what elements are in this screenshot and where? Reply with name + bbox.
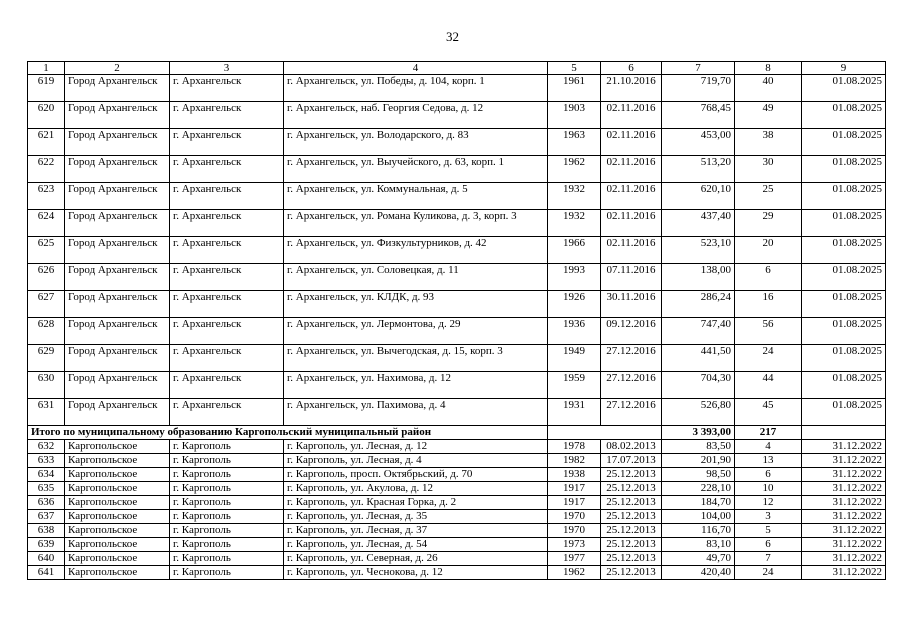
table-row xyxy=(28,210,886,237)
year-built-cell: 1917 xyxy=(548,496,601,510)
area-cell: 201,90 xyxy=(662,454,735,468)
address-cell: г. Архангельск, ул. Соловецкая, д. 11 xyxy=(284,264,548,291)
municipality-cell: Каргопольское xyxy=(65,482,170,496)
row-number-cell: 620 xyxy=(28,102,65,129)
address-cell: г. Архангельск, ул. Пахимова, д. 4 xyxy=(284,399,548,426)
emergency-date-cell: 02.11.2016 xyxy=(601,156,662,183)
row-number-cell: 624 xyxy=(28,210,65,237)
deadline-cell: 01.08.2025 xyxy=(802,318,886,345)
settlement-cell: г. Каргополь xyxy=(170,468,284,482)
area-cell: 104,00 xyxy=(662,510,735,524)
deadline-cell: 01.08.2025 xyxy=(802,183,886,210)
row-number-cell: 629 xyxy=(28,345,65,372)
row-number-cell: 625 xyxy=(28,237,65,264)
address-cell: г. Каргополь, ул. Лесная, д. 54 xyxy=(284,538,548,552)
area-cell: 228,10 xyxy=(662,482,735,496)
settlement-cell: г. Каргополь xyxy=(170,538,284,552)
emergency-date-cell: 25.12.2013 xyxy=(601,482,662,496)
row-number-cell: 628 xyxy=(28,318,65,345)
residents-cell: 6 xyxy=(735,264,802,291)
table-body xyxy=(28,62,886,580)
municipality-cell: Город Архангельск xyxy=(65,318,170,345)
year-built-cell: 1932 xyxy=(548,183,601,210)
municipality-cell: Каргопольское xyxy=(65,440,170,454)
deadline-cell: 01.08.2025 xyxy=(802,291,886,318)
emergency-date-cell: 27.12.2016 xyxy=(601,399,662,426)
residents-cell: 16 xyxy=(735,291,802,318)
year-built-cell: 1959 xyxy=(548,372,601,399)
table-row xyxy=(28,75,886,102)
emergency-date-cell: 09.12.2016 xyxy=(601,318,662,345)
emergency-date-cell: 02.11.2016 xyxy=(601,210,662,237)
deadline-cell: 01.08.2025 xyxy=(802,399,886,426)
settlement-cell: г. Архангельск xyxy=(170,129,284,156)
row-number-cell: 635 xyxy=(28,482,65,496)
settlement-cell: г. Архангельск xyxy=(170,75,284,102)
emergency-date-cell: 02.11.2016 xyxy=(601,102,662,129)
municipality-cell: Город Архангельск xyxy=(65,129,170,156)
settlement-cell: г. Каргополь xyxy=(170,552,284,566)
table-row xyxy=(28,538,886,552)
row-number-cell: 634 xyxy=(28,468,65,482)
deadline-cell: 01.08.2025 xyxy=(802,156,886,183)
emergency-date-cell: 08.02.2013 xyxy=(601,440,662,454)
deadline-cell: 31.12.2022 xyxy=(802,552,886,566)
year-built-cell: 1973 xyxy=(548,538,601,552)
municipality-cell: Город Архангельск xyxy=(65,156,170,183)
settlement-cell: г. Архангельск xyxy=(170,318,284,345)
residents-cell: 4 xyxy=(735,440,802,454)
area-cell: 453,00 xyxy=(662,129,735,156)
housing-register-table xyxy=(27,61,886,580)
table-row xyxy=(28,468,886,482)
municipality-cell: Каргопольское xyxy=(65,552,170,566)
deadline-cell: 01.08.2025 xyxy=(802,210,886,237)
residents-cell: 20 xyxy=(735,237,802,264)
residents-cell: 30 xyxy=(735,156,802,183)
total-label: Итого по муниципальному образованию Каргопольский муниципальный район xyxy=(28,426,548,440)
table-row xyxy=(28,510,886,524)
municipality-cell: Город Архангельск xyxy=(65,291,170,318)
residents-cell: 13 xyxy=(735,454,802,468)
municipality-cell: Город Архангельск xyxy=(65,75,170,102)
address-cell: г. Архангельск, ул. Физкультурников, д. 42 xyxy=(284,237,548,264)
deadline-cell: 01.08.2025 xyxy=(802,237,886,264)
deadline-cell: 31.12.2022 xyxy=(802,440,886,454)
residents-cell: 6 xyxy=(735,468,802,482)
deadline-cell: 01.08.2025 xyxy=(802,75,886,102)
emergency-date-cell: 17.07.2013 xyxy=(601,454,662,468)
table-row xyxy=(28,524,886,538)
residents-cell: 5 xyxy=(735,524,802,538)
column-number: 4 xyxy=(284,62,548,75)
address-cell: г. Каргополь, ул. Лесная, д. 4 xyxy=(284,454,548,468)
column-number: 6 xyxy=(601,62,662,75)
settlement-cell: г. Архангельск xyxy=(170,399,284,426)
area-cell: 49,70 xyxy=(662,552,735,566)
emergency-date-cell: 27.12.2016 xyxy=(601,372,662,399)
page-number: 32 xyxy=(446,29,459,44)
settlement-cell: г. Архангельск xyxy=(170,156,284,183)
total-area: 3 393,00 xyxy=(662,426,735,440)
settlement-cell: г. Архангельск xyxy=(170,264,284,291)
year-built-cell: 1966 xyxy=(548,237,601,264)
settlement-cell: г. Каргополь xyxy=(170,454,284,468)
row-number-cell: 632 xyxy=(28,440,65,454)
address-cell: г. Архангельск, наб. Георгия Седова, д. 12 xyxy=(284,102,548,129)
year-built-cell: 1977 xyxy=(548,552,601,566)
year-built-cell: 1993 xyxy=(548,264,601,291)
area-cell: 747,40 xyxy=(662,318,735,345)
row-number-cell: 637 xyxy=(28,510,65,524)
settlement-cell: г. Каргополь xyxy=(170,482,284,496)
deadline-cell: 31.12.2022 xyxy=(802,566,886,580)
settlement-cell: г. Каргополь xyxy=(170,524,284,538)
year-built-cell: 1949 xyxy=(548,345,601,372)
table-row xyxy=(28,345,886,372)
address-cell: г. Архангельск, ул. Романа Куликова, д. 3, корп. 3 xyxy=(284,210,548,237)
address-cell: г. Архангельск, ул. Вычегодская, д. 15, корп. 3 xyxy=(284,345,548,372)
table-row xyxy=(28,440,886,454)
table-row xyxy=(28,102,886,129)
area-cell: 286,24 xyxy=(662,291,735,318)
table-row xyxy=(28,482,886,496)
table-row xyxy=(28,318,886,345)
year-built-cell: 1970 xyxy=(548,510,601,524)
emergency-date-cell: 25.12.2013 xyxy=(601,566,662,580)
year-built-cell: 1903 xyxy=(548,102,601,129)
table-row xyxy=(28,237,886,264)
residents-cell: 45 xyxy=(735,399,802,426)
total-residents: 217 xyxy=(735,426,802,440)
emergency-date-cell: 25.12.2013 xyxy=(601,538,662,552)
deadline-cell: 31.12.2022 xyxy=(802,454,886,468)
settlement-cell: г. Каргополь xyxy=(170,510,284,524)
row-number-cell: 631 xyxy=(28,399,65,426)
deadline-cell: 31.12.2022 xyxy=(802,510,886,524)
table-row xyxy=(28,156,886,183)
row-number-cell: 626 xyxy=(28,264,65,291)
address-cell: г. Каргополь, ул. Лесная, д. 12 xyxy=(284,440,548,454)
column-number: 9 xyxy=(802,62,886,75)
residents-cell: 44 xyxy=(735,372,802,399)
address-cell: г. Каргополь, ул. Чеснокова, д. 12 xyxy=(284,566,548,580)
column-number: 1 xyxy=(28,62,65,75)
address-cell: г. Архангельск, ул. Победы, д. 104, корп. 1 xyxy=(284,75,548,102)
residents-cell: 38 xyxy=(735,129,802,156)
table-row xyxy=(28,291,886,318)
row-number-cell: 630 xyxy=(28,372,65,399)
column-number: 5 xyxy=(548,62,601,75)
deadline-cell: 31.12.2022 xyxy=(802,496,886,510)
deadline-cell: 01.08.2025 xyxy=(802,264,886,291)
row-number-cell: 638 xyxy=(28,524,65,538)
table-row xyxy=(28,552,886,566)
settlement-cell: г. Архангельск xyxy=(170,183,284,210)
year-built-cell: 1917 xyxy=(548,482,601,496)
table-row xyxy=(28,399,886,426)
emergency-date-cell: 25.12.2013 xyxy=(601,510,662,524)
address-cell: г. Каргополь, ул. Красная Горка, д. 2 xyxy=(284,496,548,510)
area-cell: 83,50 xyxy=(662,440,735,454)
year-built-cell: 1936 xyxy=(548,318,601,345)
municipality-cell: Город Архангельск xyxy=(65,237,170,264)
residents-cell: 24 xyxy=(735,345,802,372)
municipality-cell: Город Архангельск xyxy=(65,372,170,399)
municipality-cell: Каргопольское xyxy=(65,538,170,552)
area-cell: 526,80 xyxy=(662,399,735,426)
area-cell: 116,70 xyxy=(662,524,735,538)
column-number: 8 xyxy=(735,62,802,75)
emergency-date-cell: 30.11.2016 xyxy=(601,291,662,318)
deadline-cell: 31.12.2022 xyxy=(802,538,886,552)
municipality-cell: Каргопольское xyxy=(65,496,170,510)
emergency-date-cell: 27.12.2016 xyxy=(601,345,662,372)
emergency-date-cell: 02.11.2016 xyxy=(601,183,662,210)
row-number-cell: 641 xyxy=(28,566,65,580)
address-cell: г. Каргополь, ул. Лесная, д. 37 xyxy=(284,524,548,538)
row-number-cell: 639 xyxy=(28,538,65,552)
municipality-cell: Каргопольское xyxy=(65,524,170,538)
area-cell: 719,70 xyxy=(662,75,735,102)
municipality-cell: Город Архангельск xyxy=(65,210,170,237)
municipality-cell: Город Архангельск xyxy=(65,183,170,210)
deadline-cell: 31.12.2022 xyxy=(802,524,886,538)
address-cell: г. Архангельск, ул. Коммунальная, д. 5 xyxy=(284,183,548,210)
municipality-cell: Город Архангельск xyxy=(65,102,170,129)
area-cell: 420,40 xyxy=(662,566,735,580)
area-cell: 768,45 xyxy=(662,102,735,129)
settlement-cell: г. Архангельск xyxy=(170,291,284,318)
residents-cell: 12 xyxy=(735,496,802,510)
deadline-cell: 01.08.2025 xyxy=(802,372,886,399)
settlement-cell: г. Архангельск xyxy=(170,345,284,372)
table-row xyxy=(28,496,886,510)
row-number-cell: 622 xyxy=(28,156,65,183)
row-number-cell: 640 xyxy=(28,552,65,566)
column-number: 7 xyxy=(662,62,735,75)
address-cell: г. Архангельск, ул. Володарского, д. 83 xyxy=(284,129,548,156)
year-built-cell: 1926 xyxy=(548,291,601,318)
year-built-cell: 1932 xyxy=(548,210,601,237)
address-cell: г. Архангельск, ул. КЛДК, д. 93 xyxy=(284,291,548,318)
table-row xyxy=(28,454,886,468)
area-cell: 441,50 xyxy=(662,345,735,372)
emergency-date-cell: 25.12.2013 xyxy=(601,552,662,566)
municipality-cell: Каргопольское xyxy=(65,566,170,580)
municipality-cell: Каргопольское xyxy=(65,510,170,524)
residents-cell: 24 xyxy=(735,566,802,580)
column-number: 3 xyxy=(170,62,284,75)
address-cell: г. Архангельск, ул. Нахимова, д. 12 xyxy=(284,372,548,399)
residents-cell: 6 xyxy=(735,538,802,552)
year-built-cell: 1961 xyxy=(548,75,601,102)
address-cell: г. Каргополь, ул. Лесная, д. 35 xyxy=(284,510,548,524)
residents-cell: 56 xyxy=(735,318,802,345)
year-built-cell: 1938 xyxy=(548,468,601,482)
emergency-date-cell: 25.12.2013 xyxy=(601,524,662,538)
area-cell: 513,20 xyxy=(662,156,735,183)
table-row xyxy=(28,183,886,210)
table-row xyxy=(28,129,886,156)
deadline-cell: 31.12.2022 xyxy=(802,482,886,496)
total-empty-cell xyxy=(802,426,886,440)
row-number-cell: 627 xyxy=(28,291,65,318)
residents-cell: 25 xyxy=(735,183,802,210)
municipality-cell: Город Архангельск xyxy=(65,264,170,291)
table-row xyxy=(28,372,886,399)
municipality-cell: Каргопольское xyxy=(65,468,170,482)
residents-cell: 40 xyxy=(735,75,802,102)
area-cell: 437,40 xyxy=(662,210,735,237)
row-number-cell: 621 xyxy=(28,129,65,156)
settlement-cell: г. Архангельск xyxy=(170,210,284,237)
area-cell: 523,10 xyxy=(662,237,735,264)
area-cell: 138,00 xyxy=(662,264,735,291)
address-cell: г. Каргополь, ул. Акулова, д. 12 xyxy=(284,482,548,496)
residents-cell: 3 xyxy=(735,510,802,524)
municipality-cell: Каргопольское xyxy=(65,454,170,468)
residents-cell: 49 xyxy=(735,102,802,129)
deadline-cell: 01.08.2025 xyxy=(802,345,886,372)
emergency-date-cell: 21.10.2016 xyxy=(601,75,662,102)
area-cell: 184,70 xyxy=(662,496,735,510)
table-row xyxy=(28,566,886,580)
deadline-cell: 01.08.2025 xyxy=(802,129,886,156)
row-number-cell: 623 xyxy=(28,183,65,210)
row-number-cell: 636 xyxy=(28,496,65,510)
settlement-cell: г. Каргополь xyxy=(170,440,284,454)
emergency-date-cell: 07.11.2016 xyxy=(601,264,662,291)
row-number-cell: 633 xyxy=(28,454,65,468)
year-built-cell: 1982 xyxy=(548,454,601,468)
settlement-cell: г. Каргополь xyxy=(170,496,284,510)
year-built-cell: 1963 xyxy=(548,129,601,156)
municipality-cell: Город Архангельск xyxy=(65,399,170,426)
emergency-date-cell: 25.12.2013 xyxy=(601,496,662,510)
total-row xyxy=(28,426,886,440)
address-cell: г. Архангельск, ул. Выучейского, д. 63, корп. 1 xyxy=(284,156,548,183)
area-cell: 620,10 xyxy=(662,183,735,210)
table-row xyxy=(28,264,886,291)
settlement-cell: г. Архангельск xyxy=(170,237,284,264)
emergency-date-cell: 25.12.2013 xyxy=(601,468,662,482)
residents-cell: 10 xyxy=(735,482,802,496)
emergency-date-cell: 02.11.2016 xyxy=(601,129,662,156)
year-built-cell: 1931 xyxy=(548,399,601,426)
address-cell: г. Архангельск, ул. Лермонтова, д. 29 xyxy=(284,318,548,345)
year-built-cell: 1962 xyxy=(548,566,601,580)
residents-cell: 7 xyxy=(735,552,802,566)
settlement-cell: г. Каргополь xyxy=(170,566,284,580)
total-empty-cell xyxy=(548,426,662,440)
emergency-date-cell: 02.11.2016 xyxy=(601,237,662,264)
year-built-cell: 1970 xyxy=(548,524,601,538)
municipality-cell: Город Архангельск xyxy=(65,345,170,372)
area-cell: 83,10 xyxy=(662,538,735,552)
column-number: 2 xyxy=(65,62,170,75)
row-number-cell: 619 xyxy=(28,75,65,102)
column-number-row xyxy=(28,62,886,75)
area-cell: 704,30 xyxy=(662,372,735,399)
deadline-cell: 01.08.2025 xyxy=(802,102,886,129)
settlement-cell: г. Архангельск xyxy=(170,102,284,129)
area-cell: 98,50 xyxy=(662,468,735,482)
year-built-cell: 1978 xyxy=(548,440,601,454)
residents-cell: 29 xyxy=(735,210,802,237)
address-cell: г. Каргополь, просп. Октябрьский, д. 70 xyxy=(284,468,548,482)
address-cell: г. Каргополь, ул. Северная, д. 26 xyxy=(284,552,548,566)
settlement-cell: г. Архангельск xyxy=(170,372,284,399)
deadline-cell: 31.12.2022 xyxy=(802,468,886,482)
year-built-cell: 1962 xyxy=(548,156,601,183)
